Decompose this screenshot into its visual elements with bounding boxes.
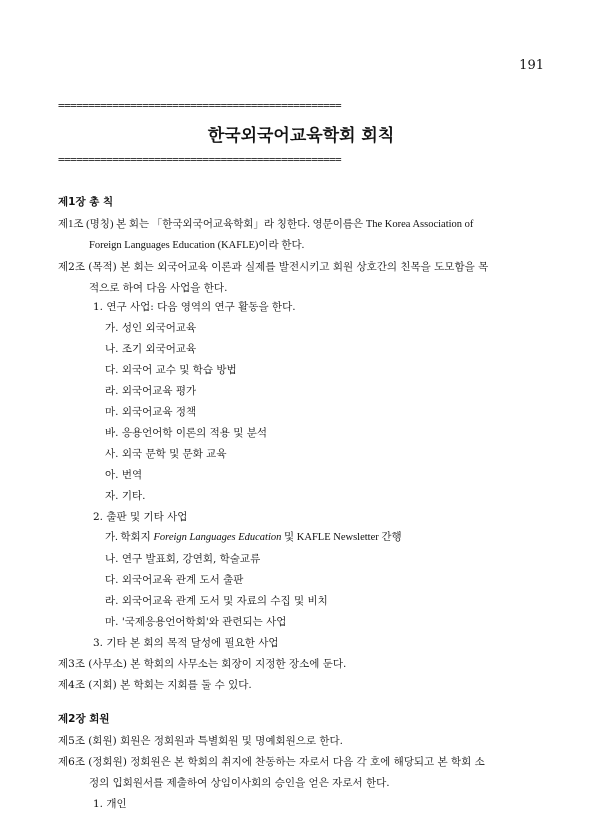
article2-item1: 1. 연구 사업: 다음 영역의 연구 활동을 한다.: [93, 301, 296, 313]
article2-item3: 3. 기타 본 회의 목적 달성에 필요한 사업: [93, 637, 279, 649]
item1-sub-ga: 가. 성인 외국어교육: [105, 322, 197, 334]
item2-sub-ga-prefix: 가. 학회지: [105, 532, 154, 543]
item1-sub-ra: 라. 외국어교육 평가: [105, 385, 197, 397]
item1-sub-da: 다. 외국어 교수 및 학습 방법: [105, 364, 237, 376]
chapter2-heading: 제2장 회원: [58, 713, 110, 725]
article2-line2: 적으로 하여 다음 사업을 한다.: [89, 282, 228, 294]
chapter1-heading: 제1장 총 칙: [58, 196, 114, 208]
separator-top: ===============================================: [58, 101, 342, 111]
article6-line1: 제6조 (정회원) 정회원은 본 학회의 취지에 찬동하는 자로서 다음 각 호에 해당되고 본 학회 소: [58, 756, 485, 768]
article4: 제4조 (지회) 본 학회는 지회를 둘 수 있다.: [58, 679, 252, 691]
item1-sub-ba: 바. 응용언어학 이론의 적용 및 분석: [105, 427, 268, 439]
article2-item2: 2. 출판 및 기타 사업: [93, 511, 188, 523]
item2-sub-ra: 라. 외국어교육 관계 도서 및 자료의 수집 및 비치: [105, 595, 328, 607]
item1-sub-ma: 마. 외국어교육 정책: [105, 406, 197, 418]
item1-sub-ja: 자. 기타.: [105, 490, 146, 502]
item2-sub-na: 나. 연구 발표회, 강연회, 학술교류: [105, 553, 261, 565]
item2-sub-da: 다. 외국어교육 관계 도서 출판: [105, 574, 244, 586]
item1-sub-na: 나. 조기 외국어교육: [105, 343, 197, 355]
page-number: 191: [519, 58, 544, 73]
article3: 제3조 (사무소) 본 학회의 사무소는 회장이 지정한 장소에 둔다.: [58, 658, 347, 670]
article1-line2: Foreign Languages Education (KAFLE)이라 한다.: [89, 240, 305, 251]
article2-line1: 제2조 (목적) 본 회는 외국어교육 이론과 실제를 발전시키고 회원 상호간의 친목을 도모함을 목: [58, 261, 489, 273]
article6-line2: 정의 입회원서를 제출하여 상임이사회의 승인을 얻은 자로서 한다.: [89, 777, 390, 789]
item2-sub-ga: [105, 531, 402, 545]
item2-sub-ma: 마. '국제응용언어학회'와 관련되는 사업: [105, 616, 287, 628]
article5: 제5조 (회원) 회원은 정회원과 특별회원 및 명예회원으로 한다.: [58, 735, 344, 747]
item1-sub-a: 아. 번역: [105, 469, 143, 481]
journal-title: Foreign Languages Education: [153, 532, 282, 543]
separator-bottom: ===============================================: [58, 155, 342, 165]
article6-item1: 1. 개인: [93, 798, 127, 810]
page-title: 한국외국어교육학회 회칙: [207, 126, 395, 146]
item1-sub-sa: 사. 외국 문학 및 문화 교육: [105, 448, 227, 460]
article1-line1: 제1조 (명칭) 본 회는 「한국외국어교육학회」라 칭한다. 영문이름은 The Korea Association of: [58, 219, 474, 230]
item2-sub-ga-suffix: 및 KAFLE Newsletter 간행: [281, 532, 402, 543]
